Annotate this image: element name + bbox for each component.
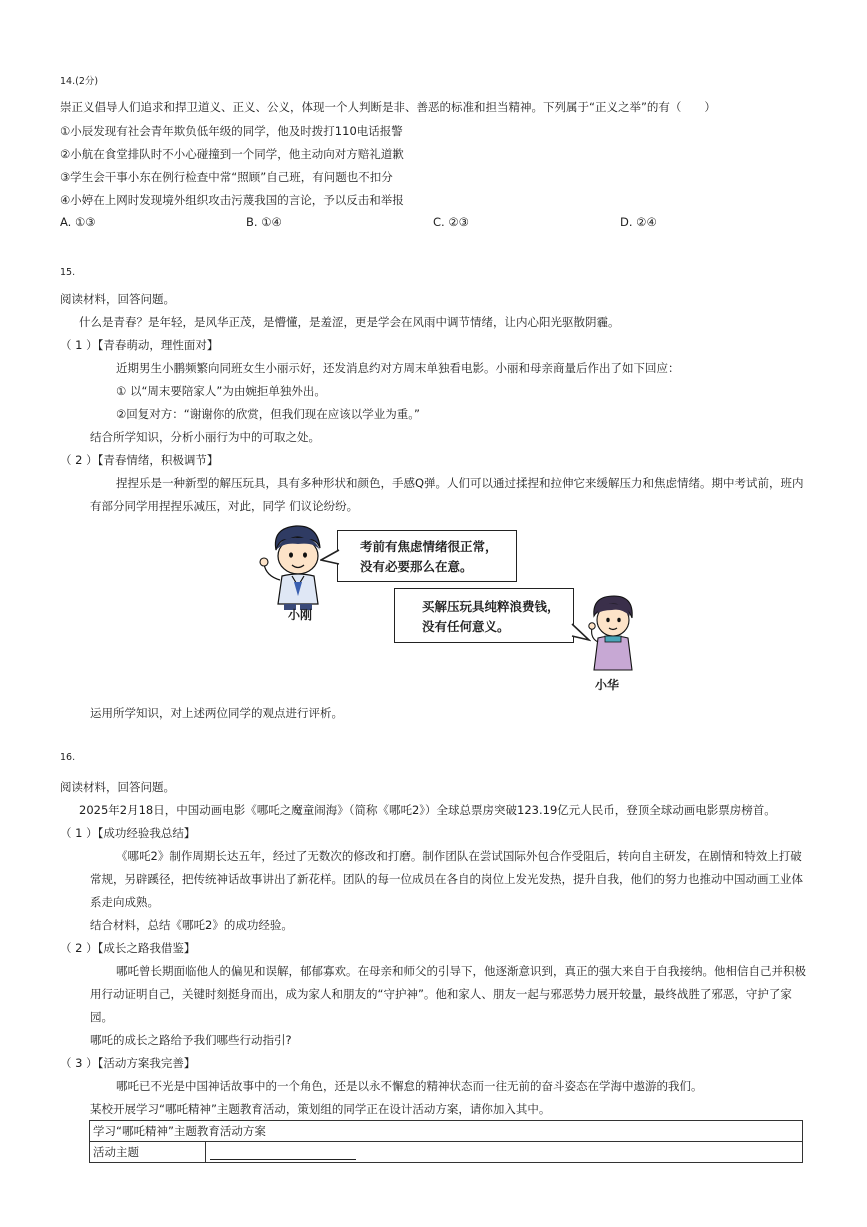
q15-part2-label: （ 2 ）【青春情绪，积极调节】 (60, 453, 219, 467)
q14-option-d[interactable]: D. ②④ (620, 215, 657, 229)
xiaohua-name: 小华 (595, 678, 620, 692)
q16-lead: 2025年2月18日，中国动画电影《哪吒之魔童闹海》（简称《哪吒2》）全球总票房突破123.19亿元人民币，登顶全球动画电影票房榜首。 (79, 803, 776, 817)
q16-part1-line-1: 《哪吒2》制作周期长达五年，经过了无数次的修改和打磨。制作团队在尝试国际外包合作受阻后，转向自主研发，在剧情和特效上打破 (116, 849, 802, 863)
q15-intro: 阅读材料，回答问题。 (60, 292, 175, 306)
q16-part1-question: 结合材料，总结《哪吒2》的成功经验。 (90, 918, 293, 932)
q14-option-b[interactable]: B. ①④ (246, 215, 282, 229)
bubble1-tail (320, 548, 340, 568)
activity-theme-answer-cell[interactable] (206, 1142, 803, 1163)
girl-xiaohua-illustration (588, 592, 638, 674)
q15-part2-text-2: 有部分同学用捏捏乐减压，对此，同学 们议论纷纷。 (90, 499, 359, 513)
q15-part1-response-1: ① 以“周末要陪家人”为由婉拒单独外出。 (116, 384, 326, 398)
activity-theme-label: 活动主题 (90, 1142, 206, 1163)
q16-part3-line-2: 某校开展学习“哪吒精神”主题教育活动，策划组的同学正在设计活动方案，请你加入其中。 (90, 1102, 551, 1116)
q16-part2-label: （ 2 ）【成长之路我借鉴】 (60, 941, 196, 955)
q16-part1-line-3: 系走向成熟。 (90, 895, 159, 909)
q16-part2-line-2: 用行动证明自己，关键时刻挺身而出，成为家人和朋友的“守护神”。他和家人、朋友一起与邪恶势力展开较量，最终战胜了邪恶，守护了家 (90, 987, 792, 1001)
xiaogang-speech-bubble: 考前有焦虑情绪很正常， 没有必要那么在意。 (337, 530, 517, 582)
xiaohua-speech-bubble: 买解压玩具纯粹浪费钱， 没有任何意义。 (394, 588, 574, 643)
q16-part1-label: （ 1 ）【成功经验我总结】 (60, 826, 196, 840)
q15-part2-question: 运用所学知识，对上述两位同学的观点进行评析。 (90, 706, 343, 720)
q16-part3-line-1: 哪吒已不光是中国神话故事中的一个角色，还是以永不懈怠的精神状态而一往无前的奋斗姿态在学海中遨游的我们。 (116, 1079, 703, 1093)
q16-number: 16. (60, 752, 76, 763)
q14-stem: 崇正义倡导人们追求和捍卫道义、正义、公义，体现一个人判断是非、善恶的标准和担当精神。下列属于“正义之举”的有（ ） (60, 100, 716, 114)
q14-item-4: ④小婷在上网时发现境外组织攻击污蔑我国的言论，予以反击和举报 (60, 193, 404, 207)
q15-part1-question: 结合所学知识，分析小丽行为中的可取之处。 (90, 430, 320, 444)
q16-part2-line-3: 园。 (90, 1010, 113, 1024)
q14-item-3: ③学生会干事小东在例行检查中常“照顾”自己班，有问题也不扣分 (60, 170, 393, 184)
activity-plan-table (89, 1120, 803, 1163)
q14-item-2: ②小航在食堂排队时不小心碰撞到一个同学，他主动向对方赔礼道歉 (60, 147, 404, 161)
q15-lead: 什么是青春？是年轻，是风华正茂，是懵懂，是羞涩，更是学会在风雨中调节情绪，让内心阳光驱散阴霾。 (79, 315, 620, 329)
q16-intro: 阅读材料，回答问题。 (60, 780, 175, 794)
q15-part1-response-2: ②回复对方：“谢谢你的欣赏，但我们现在应该以学业为重。” (116, 407, 420, 421)
q15-part1-text: 近期男生小鹏频繁向同班女生小丽示好，还发消息约对方周末单独看电影。小丽和母亲商量后作出了如下回应： (116, 361, 680, 375)
q16-part2-question: 哪吒的成长之路给予我们哪些行动指引? (90, 1033, 292, 1047)
xiaogang-name: 小刚 (288, 608, 313, 622)
q14-item-1: ①小辰发现有社会青年欺负低年级的同学，他及时拨打110电话报警 (60, 124, 403, 138)
q15-part1-label: （ 1 ）【青春萌动，理性面对】 (60, 338, 219, 352)
q15-number: 15. (60, 267, 76, 278)
q16-part2-line-1: 哪吒曾长期面临他人的偏见和误解，郁郁寡欢。在母亲和师父的引导下，他逐渐意识到，真正的强大来自于自我接纳。他相信自己并积极 (116, 964, 806, 978)
activity-theme-blank[interactable] (210, 1145, 356, 1160)
q14-option-a[interactable]: A. ①③ (60, 215, 96, 229)
q16-part3-label: （ 3 ）【活动方案我完善】 (60, 1056, 196, 1070)
q14-number: 14.(2分) (60, 76, 99, 87)
q14-option-c[interactable]: C. ②③ (433, 215, 469, 229)
activity-plan-title: 学习“哪吒精神”主题教育活动方案 (90, 1121, 803, 1142)
q15-part2-text-1: 捏捏乐是一种新型的解压玩具，具有多种形状和颜色，手感Q弹。人们可以通过揉捏和拉伸它来缓解压力和焦虑情绪。期中考试前，班内 (116, 476, 804, 490)
q16-part1-line-2: 常规，另辟蹊径，把传统神话故事讲出了新花样。团队的每一位成员在各自的岗位上发光发热，提升自我，他们的努力也推动中国动画工业体 (90, 872, 803, 886)
